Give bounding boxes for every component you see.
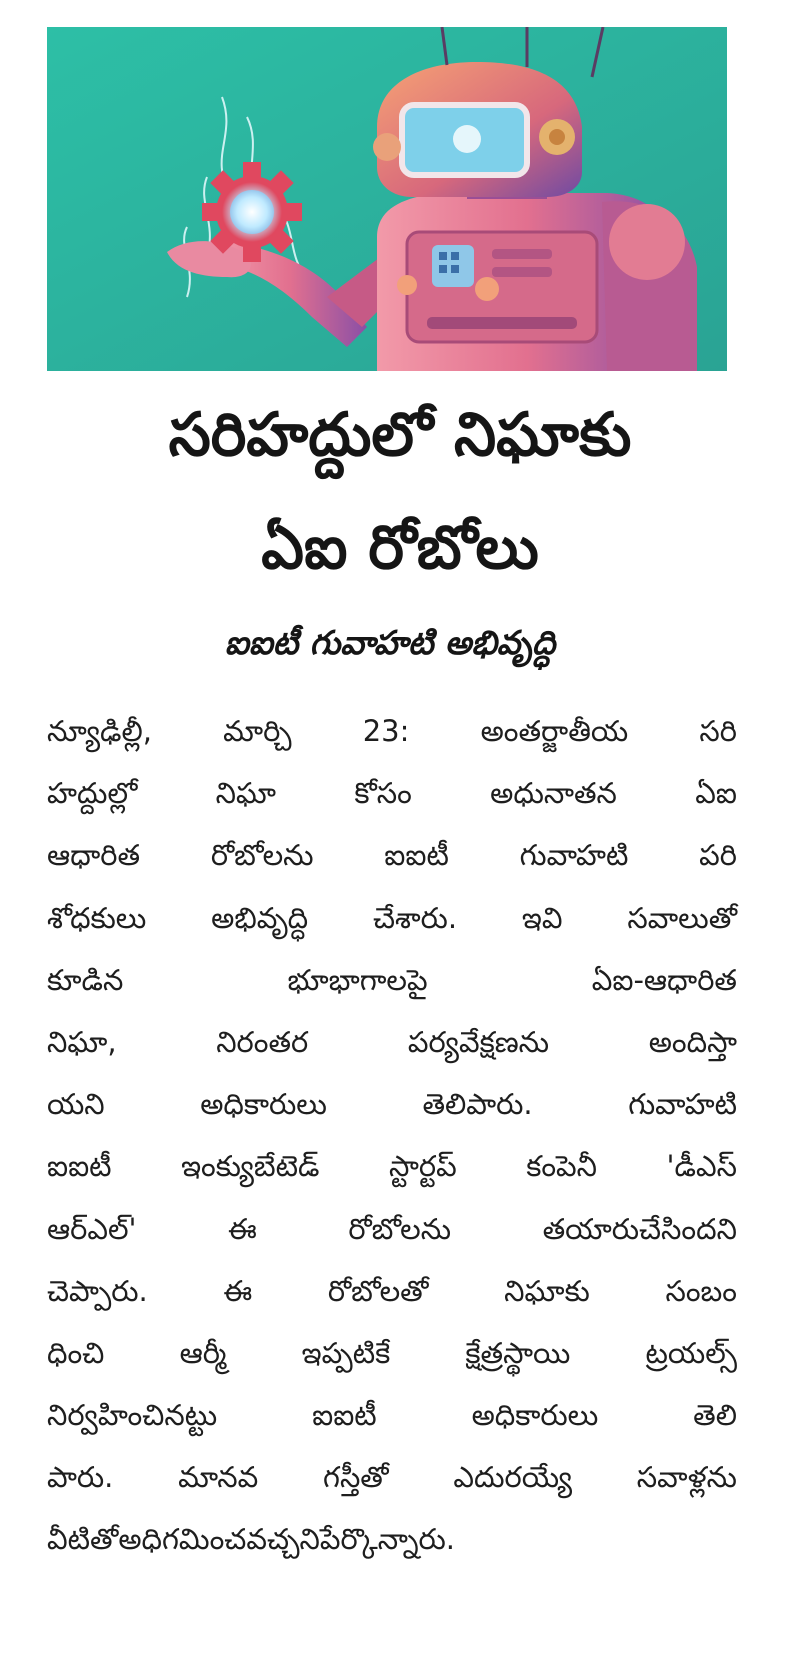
- robot-illustration: [47, 27, 727, 371]
- body-word: 'డీఎస్: [666, 1149, 737, 1184]
- body-word: న్యూఢిల్లీ,: [47, 714, 152, 748]
- body-word: గువాహటి: [628, 1087, 737, 1122]
- body-word: పేర్కొన్నారు.: [319, 1522, 455, 1557]
- body-word: తెలిపారు.: [422, 1087, 533, 1122]
- body-line: [47, 1446, 737, 1508]
- body-word: రోబోలతో: [327, 1273, 429, 1308]
- body-word: మార్చి: [223, 714, 292, 748]
- body-word: పర్యవేక్షణను: [407, 1024, 550, 1059]
- body-word: ఏఐ: [695, 776, 737, 811]
- body-word: హద్దుల్లో: [47, 776, 138, 811]
- body-word: ఇవి: [521, 900, 563, 935]
- body-word: మానవ: [178, 1460, 259, 1495]
- body-word: సవాళ్లను: [636, 1460, 737, 1495]
- body-word: చెప్పారు.: [47, 1273, 148, 1308]
- body-word: ఈ: [223, 1273, 253, 1308]
- body-line: [47, 949, 737, 1011]
- body-word: పారు.: [47, 1460, 114, 1495]
- body-line: [47, 1508, 737, 1570]
- body-word: ఈ: [228, 1211, 257, 1246]
- article-body: [47, 700, 737, 1571]
- body-word: సవాలుతో: [627, 900, 737, 935]
- body-word: అధిగమించవచ్చని: [118, 1522, 320, 1557]
- body-word: ట్రయల్స్: [645, 1335, 737, 1370]
- body-word: చేశారు.: [372, 900, 458, 935]
- body-word: నిఘాకు: [504, 1273, 590, 1308]
- body-word: 23:: [362, 714, 410, 748]
- robot-icon: [47, 27, 727, 371]
- headline-line-2: ఏఐ రోబోలు: [261, 513, 539, 583]
- body-word: శోధకులు: [47, 900, 147, 935]
- body-word: ఇంక్యుబేటెడ్: [181, 1149, 320, 1184]
- body-word: ఎదురయ్యే: [453, 1460, 572, 1495]
- headline-line-1: సరిహద్దులో నిఘాకు: [168, 400, 632, 470]
- body-word: అందిస్తా: [648, 1024, 737, 1059]
- body-word: అభివృద్ధి: [211, 900, 309, 935]
- body-word: గువాహటి: [519, 838, 629, 873]
- body-word: భూభాగాలపై: [287, 962, 428, 997]
- body-word: కోసం: [354, 776, 412, 811]
- body-word: ఆర్మీ: [179, 1335, 227, 1370]
- body-word: నిఘా,: [47, 1024, 117, 1059]
- body-line: [47, 700, 737, 762]
- body-word: తెలి: [693, 1398, 737, 1433]
- body-line: [47, 1384, 737, 1446]
- body-word: రోబోలను: [348, 1211, 452, 1246]
- body-word: యని: [47, 1087, 105, 1122]
- body-word: సంబం: [665, 1273, 737, 1308]
- body-word: స్టార్టప్: [388, 1149, 457, 1184]
- body-word: అధికారులు: [200, 1087, 327, 1122]
- body-word: పరి: [699, 838, 737, 873]
- body-line: [47, 762, 737, 824]
- subheadline: ఐఐటీ గువాహటి అభివృద్ధి: [224, 623, 556, 662]
- body-word: అధునాతన: [490, 776, 617, 811]
- body-word: ధించి: [47, 1335, 105, 1370]
- body-line: [47, 824, 737, 886]
- body-word: ఇప్పటికే: [301, 1335, 391, 1370]
- body-word: కంపెనీ: [526, 1149, 598, 1184]
- body-word: కూడిన: [47, 962, 124, 997]
- body-word: అంతర్జాతీయ: [480, 714, 629, 748]
- body-line: [47, 1073, 737, 1135]
- body-word: ఏఐ-ఆధారిత: [591, 962, 737, 997]
- body-line: [47, 887, 737, 949]
- body-word: ఐఐటీ: [312, 1398, 377, 1433]
- body-word: తయారుచేసిందని: [542, 1211, 737, 1246]
- body-word: గస్తీతో: [323, 1460, 389, 1495]
- body-line: [47, 1011, 737, 1073]
- body-word: అధికారులు: [471, 1398, 599, 1433]
- body-line: [47, 1322, 737, 1384]
- body-line: [47, 1260, 737, 1322]
- body-word: సరి: [699, 714, 737, 748]
- body-line: [47, 1198, 737, 1260]
- body-word: రోబోలను: [210, 838, 314, 873]
- body-word: వీటితో: [47, 1522, 119, 1557]
- body-word: ఐఐటీ: [384, 838, 449, 873]
- body-word: నిర్వహించినట్టు: [47, 1398, 218, 1433]
- body-word: నిరంతర: [216, 1024, 309, 1059]
- body-word: ఐఐటీ: [47, 1149, 112, 1184]
- body-line: [47, 1135, 737, 1197]
- body-word: నిఘా: [215, 776, 277, 811]
- body-word: ఆధారిత: [47, 838, 141, 873]
- body-word: ఆర్ఎల్': [47, 1211, 137, 1246]
- body-word: క్షేత్రస్థాయి: [465, 1335, 571, 1370]
